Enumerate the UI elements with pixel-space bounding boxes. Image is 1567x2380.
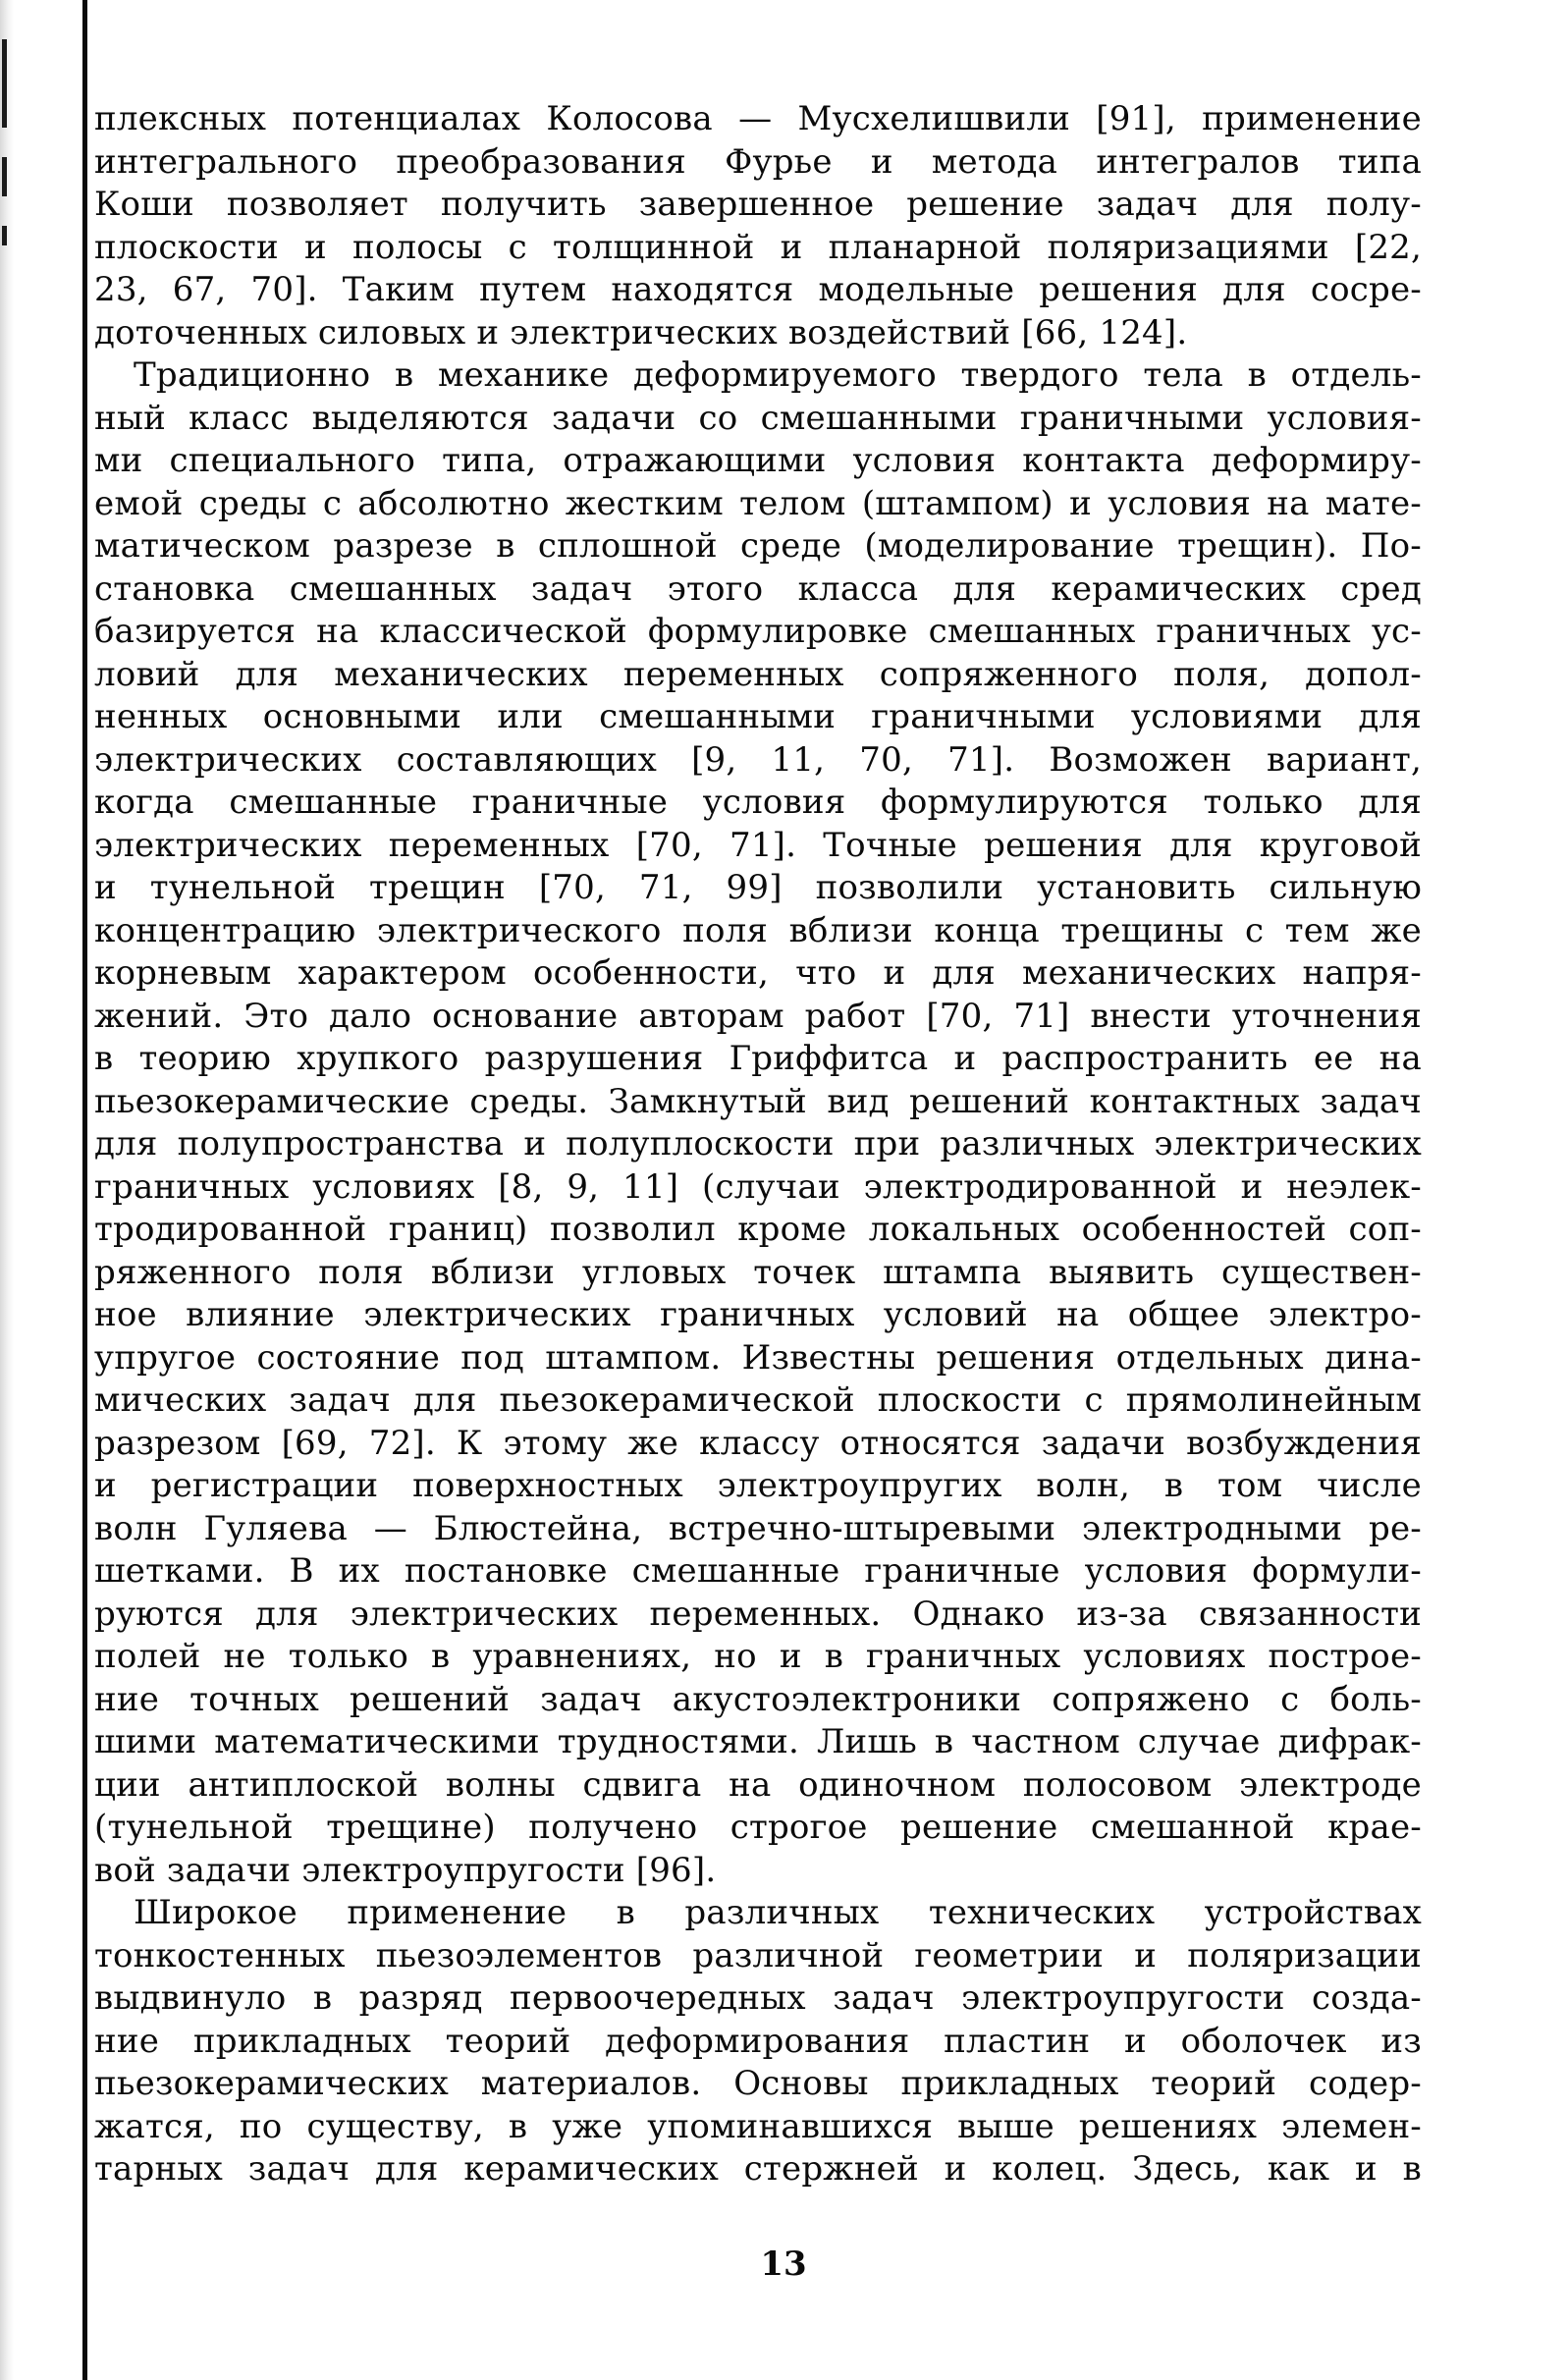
text-line: выдвинуло в разряд первоочередных задач электроупругости созда-	[94, 1978, 1422, 2018]
text-line: плоскости и полосы с толщинной и планарной поляризациями [22,	[94, 227, 1422, 267]
text-line: емой среды с абсолютно жестким телом (штампом) и условия на мате-	[94, 483, 1422, 523]
scan-edge-mark	[2, 157, 7, 196]
text-line: мических задач для пьезокерамической плоскости с прямолинейным	[94, 1380, 1422, 1420]
text-line: ное влияние электрических граничных условий на общее электро-	[94, 1295, 1422, 1334]
text-line: пьезокерамических материалов. Основы прикладных теорий содер-	[94, 2064, 1422, 2103]
text-line: тарных задач для керамических стержней и колец. Здесь, как и в	[94, 2149, 1422, 2189]
paragraph-start-line: Широкое применение в различных технических устройствах	[134, 1893, 1422, 1932]
text-line: ми специального типа, отражающими условия контакта деформиру-	[94, 441, 1422, 480]
text-line: корневым характером особенности, что и для механических напря-	[94, 953, 1422, 993]
text-line: разрезом [69, 72]. К этому же классу относятся задачи возбуждения	[94, 1423, 1422, 1463]
text-line: ции антиплоской волны сдвига на одиночном полосовом электроде	[94, 1764, 1422, 1805]
text-line: ряженного поля вблизи угловых точек штампа выявить существен-	[94, 1252, 1422, 1292]
text-line: жений. Это дало основание авторам работ [70, 71] внести уточнения	[94, 996, 1422, 1036]
text-line: Коши позволяет получить завершенное решение задач для полу-	[94, 185, 1422, 224]
text-line: электрических переменных [70, 71]. Точные решения для круговой	[94, 825, 1422, 865]
text-line: когда смешанные граничные условия формулируются только для	[94, 783, 1422, 822]
text-line: шими математическими трудностями. Лишь в частном случае дифрак-	[94, 1722, 1422, 1761]
text-line: тродированной границ) позволил кроме локальных особенностей соп-	[94, 1210, 1422, 1249]
page-number: 13	[760, 2245, 807, 2284]
text-line: волн Гуляева — Блюстейна, встречно-штыревыми электродными ре-	[94, 1508, 1422, 1548]
text-line: концентрацию электрического поля вблизи конца трещины с тем же	[94, 910, 1422, 950]
page-body-text	[94, 98, 1422, 2191]
text-line: ловий для механических переменных сопряженного поля, допол-	[94, 654, 1422, 694]
text-line: жатся, по существу, в уже упоминавшихся выше решениях элемен-	[94, 2106, 1422, 2146]
text-line: полей не только в уравнениях, но и в граничных условиях построе-	[94, 1637, 1422, 1676]
text-line: 23, 67, 70]. Таким путем находятся модельные решения для сосре-	[94, 270, 1422, 309]
text-line: плексных потенциалах Колосова — Мусхелишвили [91], применение	[94, 99, 1422, 138]
text-line: тонкостенных пьезоэлементов различной геометрии и поляризации	[94, 1935, 1422, 1975]
text-line: ние точных решений задач акустоэлектроники сопряжено с боль-	[94, 1679, 1422, 1719]
scan-left-edge	[0, 0, 14, 2380]
text-line: граничных условиях [8, 9, 11] (случаи электродированной и неэлек-	[94, 1166, 1422, 1207]
text-line: интегрального преобразования Фурье и метода интегралов типа	[94, 141, 1422, 182]
text-line: электрических составляющих [9, 11, 70, 71]. Возможен вариант,	[94, 739, 1422, 780]
scan-edge-mark	[2, 226, 7, 245]
text-line: руются для электрических переменных. Однако из-за связанности	[94, 1594, 1422, 1634]
text-line: вой задачи электроупругости [96].	[94, 1850, 717, 1890]
text-line: базируется на классической формулировке смешанных граничных ус-	[94, 612, 1422, 651]
text-line: и тунельной трещин [70, 71, 99] позволили установить сильную	[94, 868, 1422, 907]
page-binding-line	[82, 0, 87, 2380]
text-line: упругое состояние под штампом. Известны решения отдельных дина-	[94, 1337, 1422, 1378]
text-line: и регистрации поверхностных электроупругих волн, в том числе	[94, 1466, 1422, 1505]
text-line: ный класс выделяются задачи со смешанными граничными условия-	[94, 398, 1422, 438]
text-line: в теорию хрупкого разрушения Гриффитса и распространить ее на	[94, 1039, 1422, 1078]
text-line: становка смешанных задач этого класса для керамических сред	[94, 568, 1422, 609]
text-line: для полупространства и полуплоскости при различных электрических	[94, 1124, 1422, 1163]
text-line: доточенных силовых и электрических воздействий [66, 124].	[94, 312, 1188, 352]
text-line: ненных основными или смешанными граничными условиями для	[94, 697, 1422, 736]
text-line: матическом разрезе в сплошной среде (моделирование трещин). По-	[94, 526, 1422, 566]
text-line: (тунельной трещине) получено строгое решение смешанной крае-	[94, 1808, 1422, 1847]
text-line: пьезокерамические среды. Замкнутый вид решений контактных задач	[94, 1081, 1422, 1121]
text-line: шетками. В их постановке смешанные граничные условия формули-	[94, 1551, 1422, 1591]
paragraph-start-line: Традиционно в механике деформируемого твердого тела в отдель-	[134, 355, 1422, 395]
text-line: ние прикладных теорий деформирования пластин и оболочек из	[94, 2021, 1422, 2061]
scan-edge-mark	[2, 39, 7, 128]
